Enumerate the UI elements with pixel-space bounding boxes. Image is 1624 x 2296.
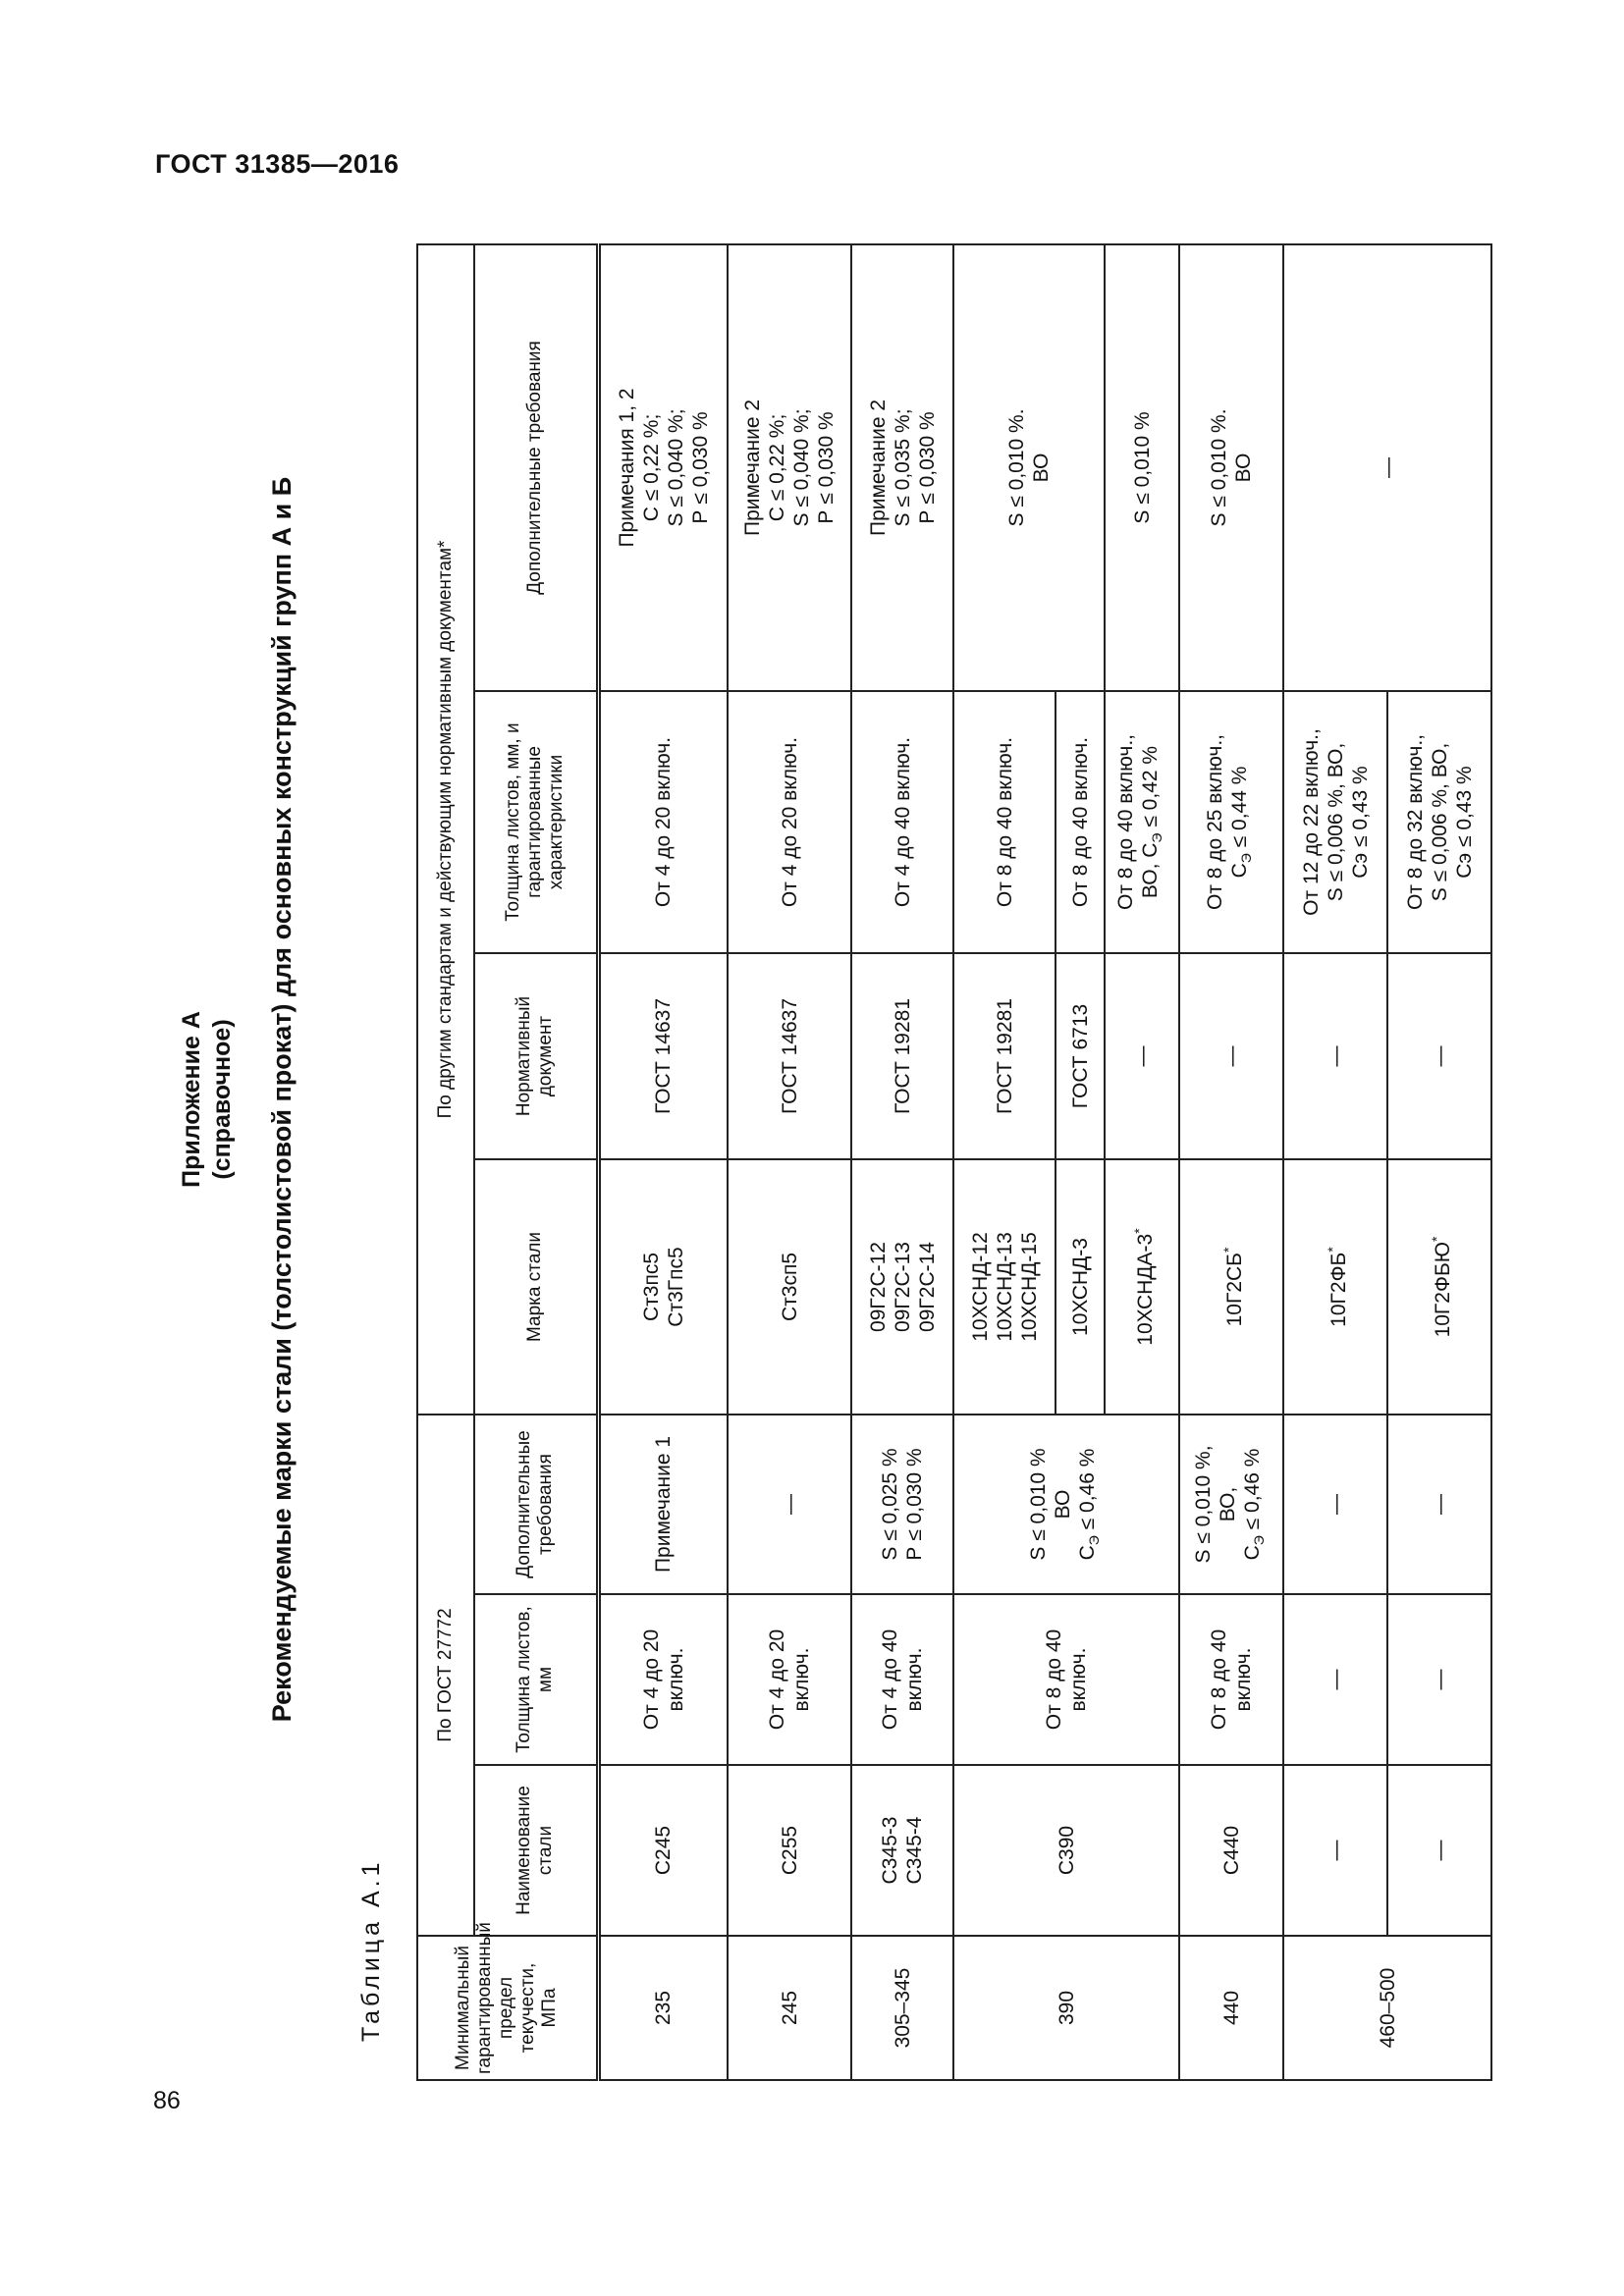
name-line: С345-3 xyxy=(879,1816,901,1885)
cell-normative-doc: — xyxy=(1283,953,1387,1159)
cell-normative-doc: — xyxy=(1387,953,1491,1159)
cell-steel-name: — xyxy=(1387,1765,1491,1936)
cell-steel-name: С440 xyxy=(1179,1765,1283,1936)
table-row xyxy=(851,244,953,2080)
cell-thickness-chars: От 12 до 22 включ., S ≤ 0,006 %, ВО, Сэ ≤ 0,43 % xyxy=(1283,691,1387,953)
cell-thickness-chars: От 8 до 40 включ., ВО, $С_Э \le 0,42$ % xyxy=(1105,691,1179,953)
note-line: S ≤ 0,040 %; xyxy=(664,408,687,527)
note-line: Примечания 1, 2 xyxy=(615,388,638,548)
cell-thickness: От 4 до 20 включ. xyxy=(728,1594,851,1765)
note-line: С ≤ 0,22 %; xyxy=(639,413,663,522)
cell-additional xyxy=(953,1415,1179,1594)
table-row xyxy=(1283,244,1387,2080)
grade-line: 09Г2С-12 xyxy=(866,1242,890,1332)
header-gost27772: По ГОСТ 27772 xyxy=(417,1415,474,1936)
cell-thickness: От 4 до 40 включ. xyxy=(851,1594,953,1765)
note-line: Р ≤ 0,030 % xyxy=(815,411,838,524)
cell-normative-doc: ГОСТ 14637 xyxy=(598,953,728,1159)
footnote-star: * xyxy=(1130,1228,1147,1234)
main-title: Рекомендуемые марки стали (толстолистовой прокат) для основных конструкций групп А и Б xyxy=(267,476,297,1723)
annex-title xyxy=(177,118,238,2081)
cell-steel-grade: 10ХСНД-3 xyxy=(1056,1159,1105,1415)
cell-steel-name: С390 xyxy=(953,1765,1179,1936)
cell-steel-grade: 10ХСНДА-3* xyxy=(1105,1159,1179,1415)
cell-yield: 440 xyxy=(1179,1936,1283,2080)
table-row xyxy=(1179,244,1283,2080)
cell-additional2 xyxy=(953,244,1105,691)
header-other-standards: По другим стандартам и действующим нормативным документам* xyxy=(417,244,474,1415)
cell-steel-grade: 10Г2СБ* xyxy=(1179,1159,1283,1415)
annex-heading: Приложение А xyxy=(178,1011,205,1188)
cell-additional2: — xyxy=(1283,244,1491,691)
grade-line: 10ХСНД-12 xyxy=(968,1232,992,1342)
cell-yield: 390 xyxy=(953,1936,1179,2080)
cell-additional2: S ≤ 0,010 %. ВО xyxy=(1179,244,1283,691)
cell-normative-doc: ГОСТ 19281 xyxy=(851,953,953,1159)
note-line: S ≤ 0,035 %; xyxy=(891,408,914,527)
footnote-star: * xyxy=(1324,1247,1340,1253)
cell-additional: Примечание 1 xyxy=(598,1415,728,1594)
cell-thickness-chars: От 8 до 25 включ., $С_Э \le 0,44$ % xyxy=(1179,691,1283,953)
cell-thickness: От 4 до 20 включ. xyxy=(598,1594,728,1765)
cell-additional xyxy=(851,1415,953,1594)
cell-thickness: — xyxy=(1283,1594,1387,1765)
cell-thickness: От 8 до 40 включ. xyxy=(953,1594,1179,1765)
steel-grades-table xyxy=(416,243,1492,2081)
header-min-yield: Минимальный гарантированный предел текучести, МПа xyxy=(417,1936,598,2080)
cell-yield: 460–500 xyxy=(1283,1936,1491,2080)
cell-additional: S ≤ 0,010 %, ВО, $С_Э \le 0,46$ % xyxy=(1179,1415,1283,1594)
rotated-content xyxy=(177,118,1476,2081)
cell-additional: — xyxy=(728,1415,851,1594)
footnote-star: * xyxy=(1219,1247,1236,1254)
header-normative-doc: Нормативный документ xyxy=(474,953,598,1159)
note-line: Р ≤ 0,030 % xyxy=(915,411,939,524)
cell-additional2: S ≤ 0,010 % xyxy=(1105,244,1179,691)
grade-line: 09Г2С-14 xyxy=(915,1242,939,1332)
note-line: С ≤ 0,22 %; xyxy=(766,413,788,522)
cell-additional2 xyxy=(728,244,851,691)
req-line: Р ≤ 0,030 % xyxy=(903,1448,926,1561)
table-label: Таблица А.1 xyxy=(357,1858,385,2042)
table-row xyxy=(953,244,1056,2080)
footnote-star: * xyxy=(1428,1236,1444,1243)
cell-additional: — xyxy=(1283,1415,1387,1594)
req-line: ВО xyxy=(1051,1489,1074,1520)
cell-steel-grade: 10Г2ФБЮ* xyxy=(1387,1159,1491,1415)
note-line: S ≤ 0,040 %; xyxy=(790,408,813,527)
cell-steel-grade: 10Г2ФБ* xyxy=(1283,1159,1387,1415)
grade-line: 10ХСНД-13 xyxy=(993,1232,1016,1342)
cell-additional: — xyxy=(1387,1415,1491,1594)
page-number: 86 xyxy=(153,2087,181,2114)
req-line: $С_Э \le 0,46$ % xyxy=(1075,1448,1103,1561)
note-line: Р ≤ 0,030 % xyxy=(688,411,712,524)
header-thickness: Толщина листов, мм xyxy=(474,1594,598,1765)
cell-steel-name: С245 xyxy=(598,1765,728,1936)
req-line: S ≤ 0,025 % xyxy=(879,1448,901,1561)
header-steel-name: Наименование стали xyxy=(474,1765,598,1936)
cell-thickness: — xyxy=(1387,1594,1491,1765)
header-steel-grade: Марка стали xyxy=(474,1159,598,1415)
cell-steel-grade xyxy=(851,1159,953,1415)
cell-steel-name xyxy=(851,1765,953,1936)
cell-steel-grade xyxy=(953,1159,1056,1415)
cell-steel-grade xyxy=(598,1159,728,1415)
cell-normative-doc: ГОСТ 19281 xyxy=(953,953,1056,1159)
cell-additional2 xyxy=(851,244,953,691)
note-line: Примечание 2 xyxy=(741,399,764,537)
annex-subtitle: (справочное) xyxy=(208,1019,236,1180)
cell-yield: 235 xyxy=(598,1936,728,2080)
req-line: S ≤ 0,010 % xyxy=(1026,1448,1050,1561)
table-row xyxy=(728,244,851,2080)
document-code: ГОСТ 31385—2016 xyxy=(155,149,400,179)
cell-steel-name: — xyxy=(1283,1765,1387,1936)
grade-line: 09Г2С-13 xyxy=(891,1242,914,1332)
grade-line: Ст3Гпс5 xyxy=(664,1247,687,1327)
cell-normative-doc: ГОСТ 6713 xyxy=(1056,953,1105,1159)
header-additional: Дополнительные требования xyxy=(474,1415,598,1594)
cell-thickness-chars: От 4 до 20 включ. xyxy=(728,691,851,953)
name-line: С345-4 xyxy=(903,1816,926,1885)
header-thickness-chars: Толщина листов, мм, и гарантированные характеристики xyxy=(474,691,598,953)
header-additional2: Дополнительные требования xyxy=(474,244,598,691)
cell-steel-grade: Ст3сп5 xyxy=(728,1159,851,1415)
cell-thickness-chars: От 8 до 40 включ. xyxy=(953,691,1056,953)
grade-line: Ст3пс5 xyxy=(639,1253,663,1322)
cell-steel-name: С255 xyxy=(728,1765,851,1936)
cell-thickness: От 8 до 40 включ. xyxy=(1179,1594,1283,1765)
note-line: S ≤ 0,010 %. xyxy=(1005,408,1028,527)
cell-thickness-chars: От 8 до 32 включ., S ≤ 0,006 %, ВО, Сэ ≤ 0,43 % xyxy=(1387,691,1491,953)
cell-thickness-chars: От 4 до 20 включ. xyxy=(598,691,728,953)
table-row xyxy=(598,244,728,2080)
note-line: Примечание 2 xyxy=(866,399,890,537)
cell-thickness-chars: От 8 до 40 включ. xyxy=(1056,691,1105,953)
grade-line: 10ХСНД-15 xyxy=(1017,1232,1041,1342)
cell-normative-doc: — xyxy=(1105,953,1179,1159)
cell-normative-doc: ГОСТ 14637 xyxy=(728,953,851,1159)
cell-yield: 245 xyxy=(728,1936,851,2080)
cell-additional2 xyxy=(598,244,728,691)
cell-thickness-chars: От 4 до 40 включ. xyxy=(851,691,953,953)
cell-yield: 305–345 xyxy=(851,1936,953,2080)
note-line: ВО xyxy=(1030,453,1053,483)
cell-normative-doc: — xyxy=(1179,953,1283,1159)
